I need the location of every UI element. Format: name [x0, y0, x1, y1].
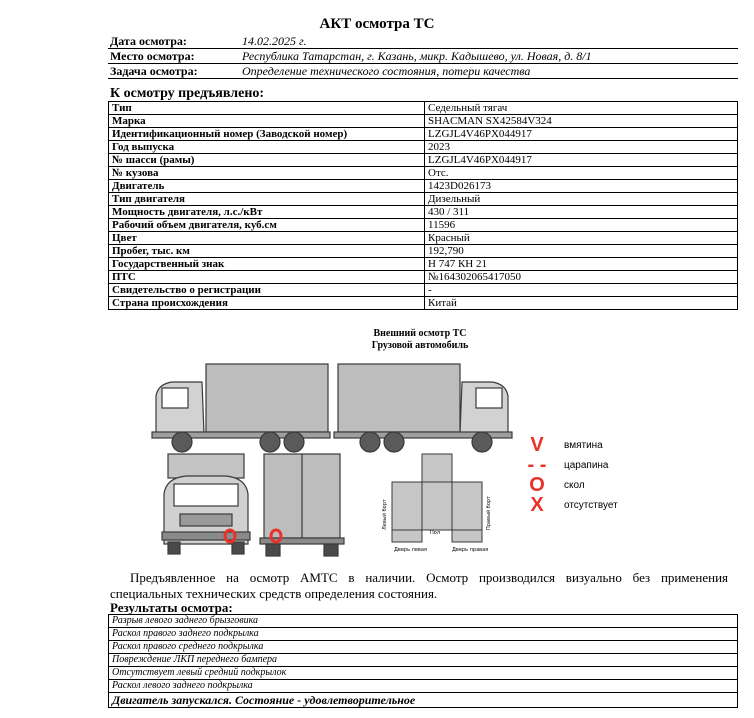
spec-value: №164302065417050	[425, 271, 738, 284]
spec-key: Свидетельство о регистрации	[109, 284, 425, 297]
spec-value: LZGJL4V46PX044917	[425, 154, 738, 167]
legend-item-missing	[524, 496, 724, 514]
spec-row	[109, 141, 738, 154]
result-text: Разрыв левого заднего брызговика	[109, 615, 738, 628]
spec-value: SHACMAN SX42584V324	[425, 115, 738, 128]
spec-value: Дизельный	[425, 193, 738, 206]
wheel-rear1-left	[260, 432, 280, 452]
spec-value: LZGJL4V46PX044917	[425, 128, 738, 141]
result-text: Раскол левого заднего подкрылка	[109, 680, 738, 693]
spec-value: 430 / 311	[425, 206, 738, 219]
windshield	[174, 484, 238, 506]
spec-row	[109, 258, 738, 271]
meta-value: Определение технического состояния, потери качества	[240, 64, 738, 79]
meta-row-task	[108, 64, 738, 79]
result-row	[109, 667, 738, 680]
spec-key: Марка	[109, 115, 425, 128]
result-text: Раскол правого заднего подкрылка	[109, 628, 738, 641]
spec-row	[109, 102, 738, 115]
spec-value: 1423D026173	[425, 180, 738, 193]
label-door-right: Дверь правая	[452, 547, 489, 553]
result-text: Повреждение ЛКП переднего бампера	[109, 654, 738, 667]
result-row	[109, 628, 738, 641]
legend-label: скол	[564, 480, 585, 491]
rear-wheel-l	[266, 544, 280, 556]
meta-value: 14.02.2025 г.	[240, 34, 738, 49]
legend-item-dent	[524, 436, 724, 454]
spec-key: Год выпуска	[109, 141, 425, 154]
spec-value: -	[425, 284, 738, 297]
scratch-mark-icon: - -	[527, 454, 547, 476]
cab-window-right	[476, 388, 502, 408]
spec-key: № кузова	[109, 167, 425, 180]
cargo-box-right	[338, 364, 460, 432]
spec-value: 192,790	[425, 245, 738, 258]
truck-diagram	[146, 354, 518, 560]
spec-row	[109, 232, 738, 245]
chip-mark-icon: O	[529, 474, 545, 496]
meta-key: Место осмотра:	[108, 49, 240, 64]
spec-value: Китай	[425, 297, 738, 310]
final-row	[109, 693, 738, 708]
diagram-title-line2: Грузовой автомобиль	[371, 340, 469, 351]
rear-wheel-r	[324, 544, 338, 556]
front-bumper	[162, 532, 250, 540]
final-statement: Двигатель запускался. Состояние - удовлетворительное	[109, 693, 738, 708]
wheel-rear2-right	[360, 432, 380, 452]
spec-value: 11596	[425, 219, 738, 232]
wheel-front-right	[472, 432, 492, 452]
spec-row	[109, 180, 738, 193]
label-door-left: Дверь левая	[394, 547, 427, 553]
cab-window-left	[162, 388, 188, 408]
panel-right	[452, 482, 482, 530]
results-table	[108, 614, 738, 708]
specs-table	[108, 101, 738, 310]
spec-key: ПТС	[109, 271, 425, 284]
wheel-rear2-left	[284, 432, 304, 452]
document-title: АКТ осмотра ТС	[319, 16, 435, 32]
result-row	[109, 641, 738, 654]
spec-row	[109, 284, 738, 297]
spec-row	[109, 115, 738, 128]
results-heading: Результаты осмотра:	[110, 600, 233, 615]
spec-value: Красный	[425, 232, 738, 245]
result-row	[109, 680, 738, 693]
spec-key: Мощность двигателя, л.с./кВт	[109, 206, 425, 219]
spec-key: Пробег, тыс. км	[109, 245, 425, 258]
dent-mark-icon: V	[530, 434, 544, 456]
legend-label: царапина	[564, 460, 609, 471]
panel-door-right	[452, 530, 482, 542]
result-row	[109, 615, 738, 628]
panel-floor	[422, 482, 452, 530]
spec-row	[109, 128, 738, 141]
spec-row	[109, 245, 738, 258]
spec-key: Двигатель	[109, 180, 425, 193]
spec-key: № шасси (рамы)	[109, 154, 425, 167]
spec-key: Страна происхождения	[109, 297, 425, 310]
spec-key: Идентификационный номер (Заводской номер)	[109, 128, 425, 141]
spec-row	[109, 297, 738, 310]
diagram-title	[320, 328, 520, 352]
spec-key: Тип	[109, 102, 425, 115]
label-right-side: Правый борт	[486, 496, 492, 530]
spec-value: Н 747 КН 21	[425, 258, 738, 271]
wheel-front-left	[172, 432, 192, 452]
meta-table	[108, 34, 738, 79]
result-text: Отсутствует левый средний подкрылок	[109, 667, 738, 680]
spec-value: Седельный тягач	[425, 102, 738, 115]
spec-row	[109, 154, 738, 167]
spec-value: Отс.	[425, 167, 738, 180]
meta-row-place	[108, 49, 738, 64]
meta-key: Дата осмотра:	[108, 34, 240, 49]
panel-top	[422, 454, 452, 482]
spec-row	[109, 219, 738, 232]
label-left-side: Левый борт	[382, 499, 388, 530]
legend-item-chip	[524, 476, 724, 494]
wheel-rear1-right	[384, 432, 404, 452]
spec-row	[109, 206, 738, 219]
meta-value: Республика Татарстан, г. Казань, микр. Кадышево, ул. Новая, д. 8/1	[240, 49, 738, 64]
diagram-title-line1: Внешний осмотр ТС	[373, 328, 467, 339]
truck-front-view	[162, 454, 250, 554]
panel-left	[392, 482, 422, 530]
spec-row	[109, 271, 738, 284]
cargo-box-left	[206, 364, 328, 432]
meta-row-date	[108, 34, 738, 49]
legend-label: вмятина	[564, 440, 603, 451]
front-box-top	[168, 454, 244, 478]
result-text: Раскол правого среднего подкрылка	[109, 641, 738, 654]
inspection-paragraph	[110, 570, 728, 602]
spec-key: Рабочий объем двигателя, куб.см	[109, 219, 425, 232]
label-floor: Пол	[430, 530, 441, 536]
panel-door-left	[392, 530, 422, 542]
spec-key: Государственный знак	[109, 258, 425, 271]
section-heading: К осмотру предъявлено:	[110, 86, 265, 101]
spec-key: Цвет	[109, 232, 425, 245]
front-wheel-r	[232, 542, 244, 554]
paragraph-text: Предъявленное на осмотр АМТС в наличии. Осмотр производился визуально без применения специальных технических средств определения состояния.	[110, 570, 728, 601]
legend-label: отсутствует	[564, 500, 618, 511]
missing-mark-icon: X	[530, 494, 544, 516]
spec-key: Тип двигателя	[109, 193, 425, 206]
grille	[180, 514, 232, 526]
legend-item-scratch	[524, 456, 724, 474]
spec-value: 2023	[425, 141, 738, 154]
spec-row	[109, 167, 738, 180]
result-row	[109, 654, 738, 667]
meta-key: Задача осмотра:	[108, 64, 240, 79]
spec-row	[109, 193, 738, 206]
front-wheel-l	[168, 542, 180, 554]
